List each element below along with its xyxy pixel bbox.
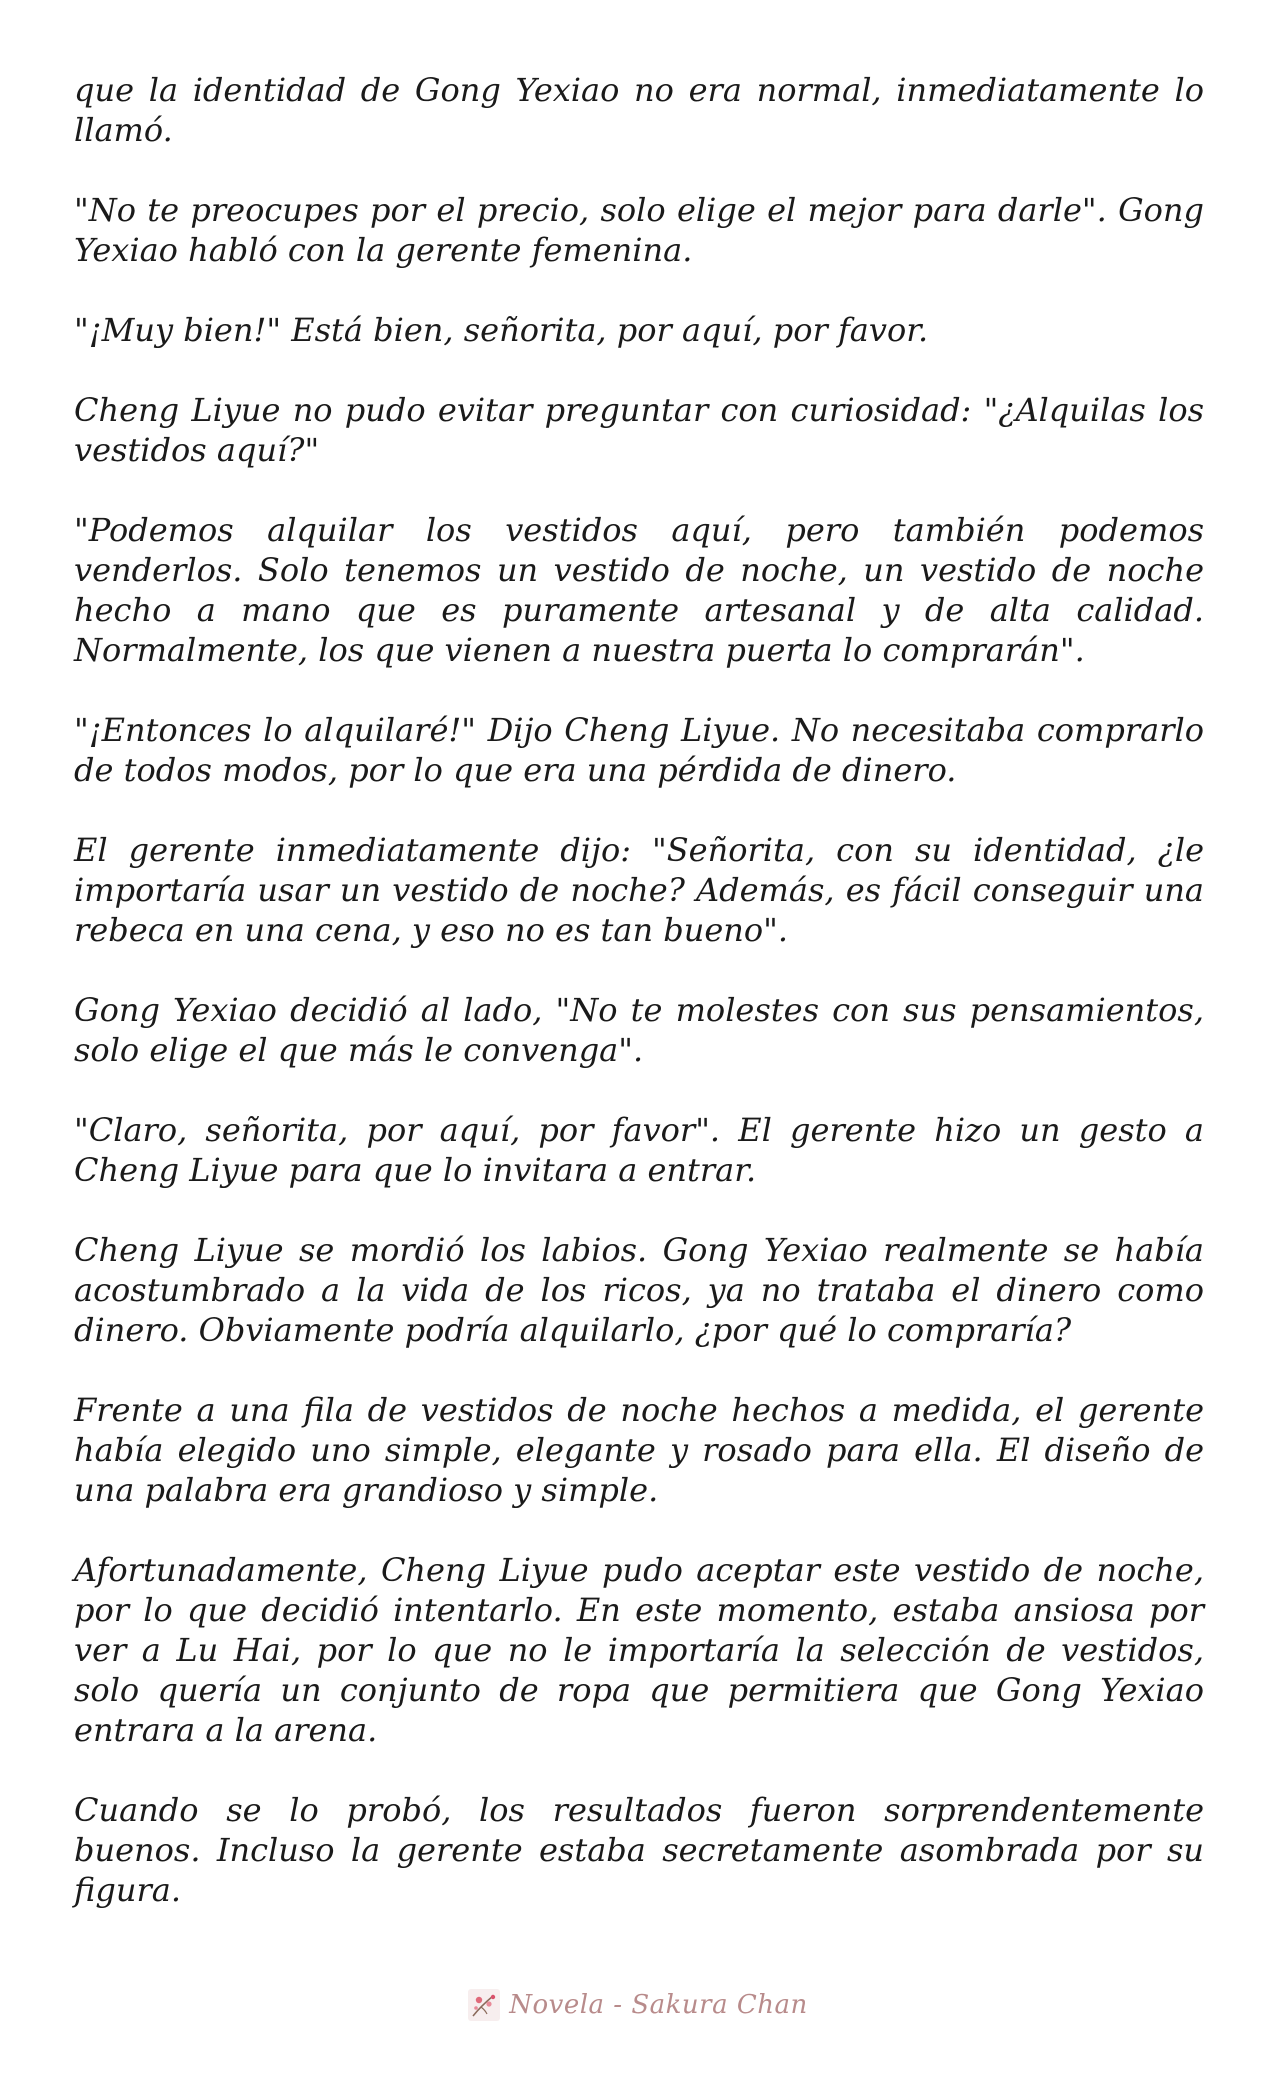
paragraph: "¡Muy bien!" Está bien, señorita, por aquí, por favor. bbox=[74, 311, 929, 349]
paragraph: "Claro, señorita, por aquí, por favor". El gerente hizo un gesto a Cheng Liyue para que lo invitara a entrar. bbox=[74, 1111, 1204, 1189]
paragraph: "¡Entonces lo alquilaré!" Dijo Cheng Liyue. No necesitaba comprarlo de todos modos, por lo que era una pérdida de dinero. bbox=[74, 711, 1204, 789]
sakura-flower-icon bbox=[467, 1988, 501, 2022]
paragraph: Cuando se lo probó, los resultados fueron sorprendentemente buenos. Incluso la gerente estaba secretamente asombrada por su figura. bbox=[74, 1791, 1204, 1909]
paragraph: "Podemos alquilar los vestidos aquí, pero también podemos venderlos. Solo tenemos un vestido de noche, un vestido de noche hecho a mano que es puramente artesanal y de alta calidad. Normalmente, los que vienen a nuestra puerta lo comprarán". bbox=[74, 511, 1204, 669]
paragraph: Cheng Liyue no pudo evitar preguntar con curiosidad: "¿Alquilas los vestidos aquí?" bbox=[74, 391, 1204, 469]
paragraph: Gong Yexiao decidió al lado, "No te molestes con sus pensamientos, solo elige el que más le convenga". bbox=[74, 991, 1204, 1069]
document-body bbox=[74, 70, 1204, 1950]
paragraph: "No te preocupes por el precio, solo elige el mejor para darle". Gong Yexiao habló con la gerente femenina. bbox=[74, 191, 1204, 269]
footer-label: Novela - Sakura Chan bbox=[509, 1990, 808, 2020]
footer-watermark bbox=[0, 1988, 1275, 2022]
paragraph: Cheng Liyue se mordió los labios. Gong Yexiao realmente se había acostumbrado a la vida de los ricos, ya no trataba el dinero como dinero. Obviamente podría alquilarlo, ¿por qué lo compraría? bbox=[74, 1231, 1204, 1349]
paragraph: que la identidad de Gong Yexiao no era normal, inmediatamente lo llamó. bbox=[74, 71, 1204, 149]
paragraph: El gerente inmediatamente dijo: "Señorita, con su identidad, ¿le importaría usar un vestido de noche? Además, es fácil conseguir una rebeca en una cena, y eso no es tan bueno". bbox=[74, 831, 1204, 949]
paragraph: Afortunadamente, Cheng Liyue pudo aceptar este vestido de noche, por lo que decidió intentarlo. En este momento, estaba ansiosa por ver a Lu Hai, por lo que no le importaría la selección de vestidos, solo quería un conjunto de ropa que permitiera que Gong Yexiao entrara a la arena. bbox=[74, 1551, 1204, 1749]
paragraph: Frente a una fila de vestidos de noche hechos a medida, el gerente había elegido uno simple, elegante y rosado para ella. El diseño de una palabra era grandioso y simple. bbox=[74, 1391, 1204, 1509]
